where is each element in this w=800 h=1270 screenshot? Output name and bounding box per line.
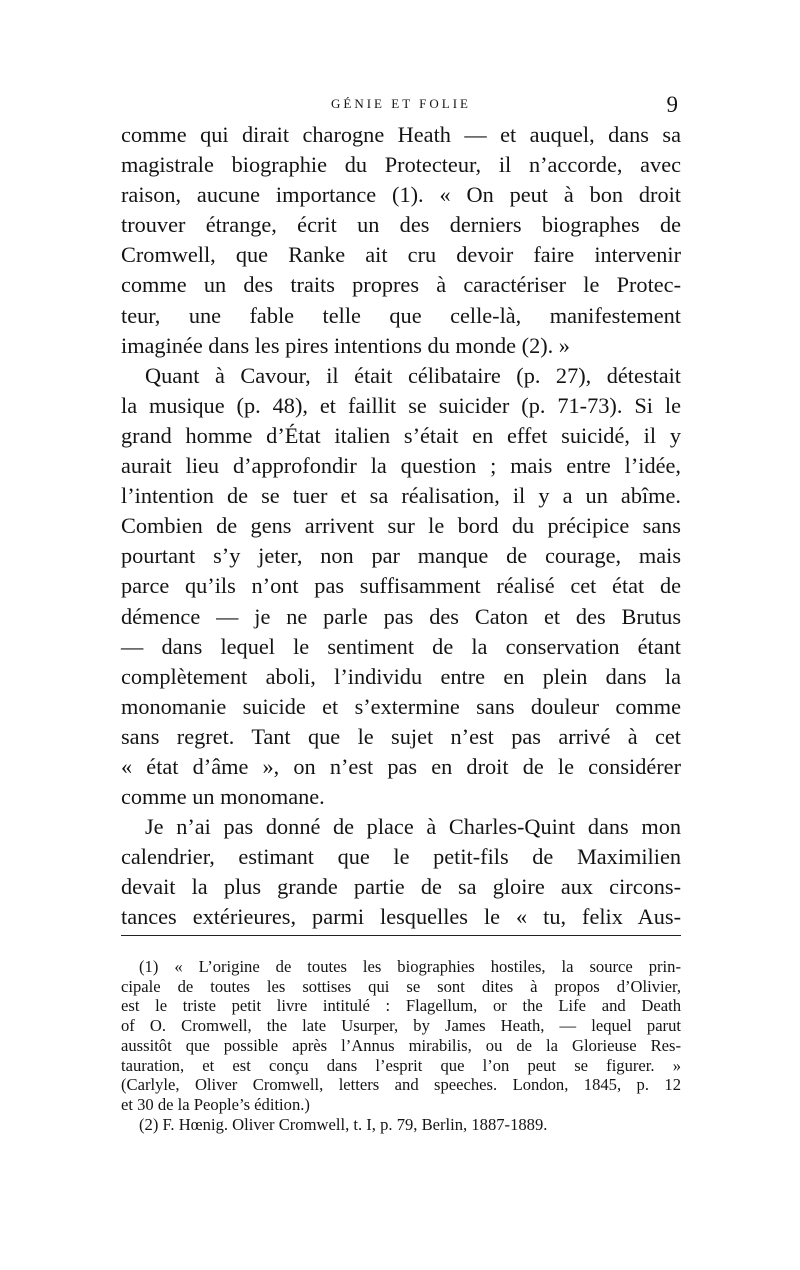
body-line: « état d’âme », on n’est pas en droit de le considérer (121, 753, 681, 779)
body-line: calendrier, estimant que le petit-fils de Maximilien (121, 844, 681, 870)
body-line: Quant à Cavour, il était célibataire (p. 27), détestait (145, 362, 681, 388)
body-line: — dans lequel le sentiment de la conservation étant (121, 633, 681, 659)
body-line: sans regret. Tant que le sujet n’est pas arrivé à cet (121, 723, 681, 749)
body-line: comme qui dirait charogne Heath — et auquel, dans sa (121, 122, 681, 147)
body-line: démence — je ne parle pas des Caton et des Brutus (121, 603, 681, 629)
body-line: complètement aboli, l’individu entre en plein dans la (121, 663, 681, 689)
body-line: magistrale biographie du Protecteur, il n’accorde, avec (121, 152, 681, 178)
footnote-line: of O. Cromwell, the late Usurper, by James Heath, — lequel parut (121, 1016, 681, 1036)
footnote-line: est le triste petit livre intitulé : Flagellum, or the Life and Death (121, 996, 681, 1016)
page-header (120, 92, 682, 122)
body-line: imaginée dans les pires intentions du monde (2). » (121, 332, 570, 358)
body-line: trouver étrange, écrit un des derniers biographes de (121, 212, 681, 238)
body-line: Je n’ai pas donné de place à Charles-Quint dans mon (145, 814, 681, 840)
footnote-line: cipale de toutes les sottises qui se sont dites à propos d’Olivier, (121, 976, 681, 996)
footnote-line: et 30 de la People’s édition.) (121, 1094, 310, 1114)
body-line: pourtant s’y jeter, non par manque de courage, mais (121, 543, 681, 569)
footnote-line: (1) « L’origine de toutes les biographies hostiles, la source prin- (139, 957, 681, 976)
body-line: raison, aucune importance (1). « On peut à bon droit (121, 182, 681, 208)
body-line: l’intention de se tuer et sa réalisation, il y a un abîme. (121, 483, 681, 509)
body-line: tances extérieures, parmi lesquelles le « tu, felix Aus- (121, 904, 681, 930)
running-title: GÉNIE ET FOLIE (331, 96, 471, 111)
body-line: aurait lieu d’approfondir la question ; mais entre l’idée, (121, 453, 681, 479)
body-line: parce qu’ils n’ont pas suffisamment réalisé cet état de (121, 573, 681, 599)
body-line: grand homme d’État italien s’était en effet suicidé, il y (121, 422, 681, 448)
body-line: Combien de gens arrivent sur le bord du précipice sans (121, 513, 681, 539)
body-line: comme un des traits propres à caractériser le Protec- (121, 272, 681, 298)
footnote-line: tauration, et est conçu dans l’esprit que l’on peut se figurer. » (121, 1055, 681, 1075)
body-line: comme un monomane. (121, 784, 325, 810)
body-line: teur, une fable telle que celle-là, manifestement (121, 302, 681, 328)
footnote-rule (121, 935, 681, 936)
footnote-line: (2) F. Hœnig. Oliver Cromwell, t. I, p. 79, Berlin, 1887-1889. (139, 1114, 548, 1134)
footnotes (121, 957, 681, 1134)
footnote-line: aussitôt que possible après l’Annus mirabilis, ou de la Glorieuse Res- (121, 1035, 681, 1055)
body-line: monomanie suicide et s’extermine sans douleur comme (121, 693, 681, 719)
body-line: devait la plus grande partie de sa gloire aux circons- (121, 874, 681, 900)
page-number: 9 (666, 92, 678, 117)
body-text (121, 120, 681, 933)
body-line: la musique (p. 48), et faillit se suicider (p. 71-73). Si le (121, 392, 681, 418)
body-line: Cromwell, que Ranke ait cru devoir faire intervenir (121, 242, 681, 268)
footnote-line: (Carlyle, Oliver Cromwell, letters and speeches. London, 1845, p. 12 (121, 1075, 681, 1095)
